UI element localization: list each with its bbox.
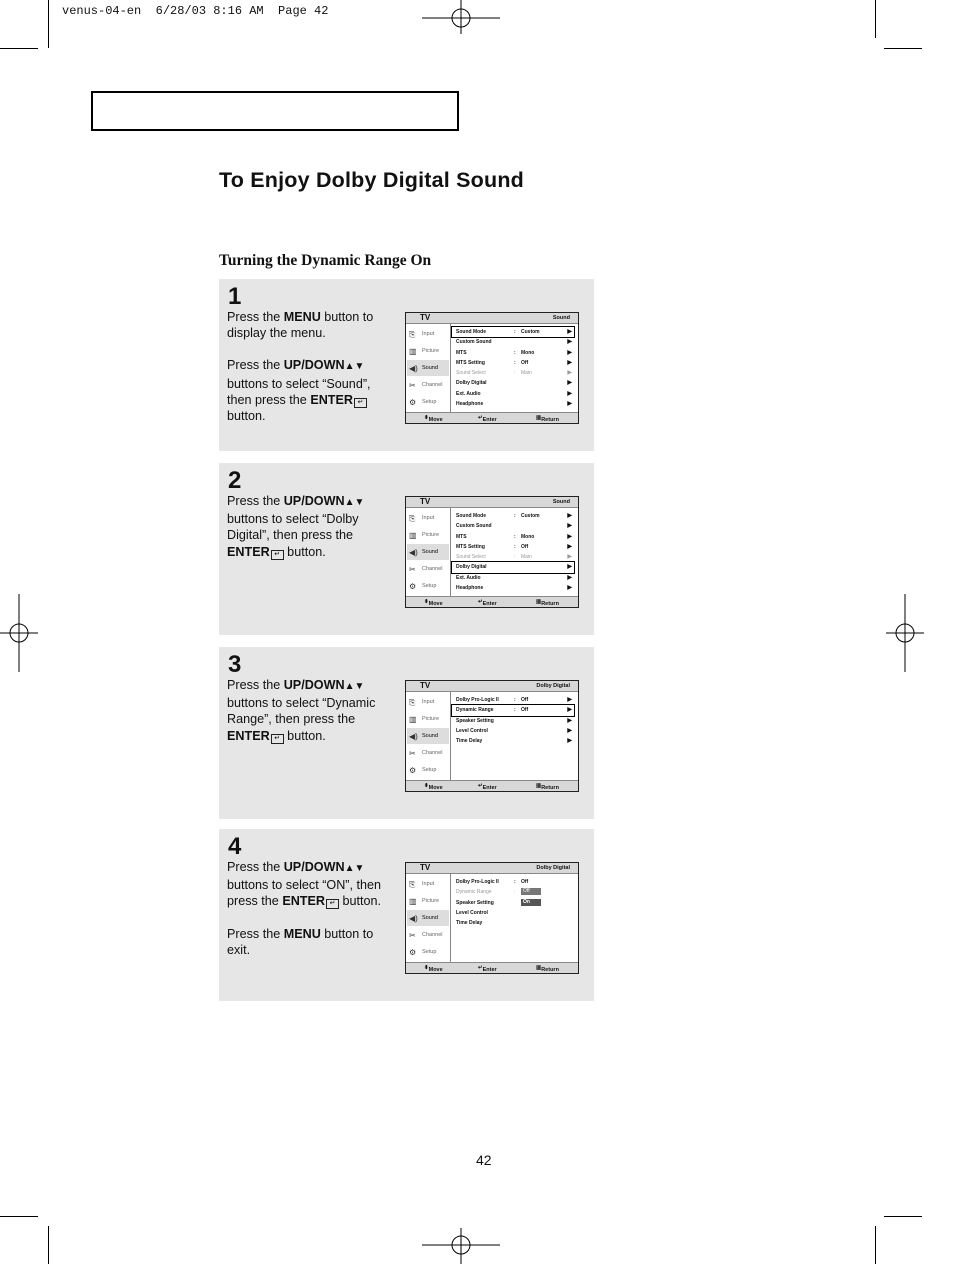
crop-mark [48,1226,49,1264]
setup-icon: ⚙ [409,766,417,775]
crop-mark [48,0,49,48]
menu-category: Dolby Digital [536,865,570,871]
menu-row: Dolby Digital ▶ [452,562,574,572]
menu-row: Level Control [456,909,488,916]
tv-menu-screen: TV Dolby Digital ⎘ Input ▥ Picture ◀) Sound ✂ Channel ⚙ Setup Dolby Pro-Logic II : Off ▶ Dynamic Range : Off ▶ Speaker Setting ▶ Level Control ▶ Time Delay ▶ ⬍ Move ↵ Enter ▥ Return [405,680,579,792]
menu-sidebar: ⎘ Input ▥ Picture ◀) Sound ✂ Channel ⚙ Setup [406,874,451,962]
input-icon: ⎘ [409,330,416,339]
option-on: On [521,899,541,906]
menu-row: Time Delay [456,920,483,927]
crop-mark [875,1226,876,1264]
up-down-arrows-icon: ▲▼ [344,361,365,373]
enter-icon: ↵ [271,734,284,744]
menu-row: Level Control ▶ [456,727,572,734]
tv-menu-screen: TV Sound ⎘ Input ▥ Picture ◀) Sound ✂ Channel ⚙ Setup Sound Mode : Custom ▶ Custom Sound ▶ MTS : Mono ▶ MTS Setting : Off ▶ Sound Select : Main ▶ Dolby Digital ▶ Ext. Audio ▶ Headphone ▶ ⬍ Move ↵ Enter ▥ Return [405,496,579,608]
registration-mark-icon [422,0,500,40]
picture-icon: ▥ [409,897,417,906]
up-down-arrows-icon: ▲▼ [344,681,365,692]
menu-row: Dolby Digital ▶ [456,380,572,387]
up-down-arrows-icon: ▲▼ [344,863,365,874]
step-number: 4 [228,833,242,860]
menu-list [452,327,574,409]
tv-menu-screen: TV Dolby Digital ⎘ Input ▥ Picture ◀) Sound ✂ Channel ⚙ Setup Dolby Pro-Logic II : Off Dynamic Range : Off Speaker Setting On Level Control Time Delay ⬍ Move ↵ Enter ▥ Return [405,862,579,974]
menu-footer: ⬍ Move ↵ Enter ▥ Return [406,962,578,973]
setup-icon: ⚙ [409,582,417,591]
menu-row: Dolby Pro-Logic II : Off ▶ [456,697,572,703]
menu-row: MTS : Mono ▶ [456,349,572,356]
menu-row: Sound Mode : Custom ▶ [456,513,572,519]
registration-mark-icon [884,594,924,672]
menu-row: Sound Select : Main ▶ [456,370,572,377]
crop-mark [884,48,922,49]
print-slug: venus-04-en 6/28/03 8:16 AM Page 42 [62,4,329,18]
registration-mark-icon [422,1226,500,1264]
step-panel-2 [219,463,594,635]
menu-category: Sound [552,315,570,321]
step-instructions: Press the UP/DOWN▲▼ buttons to select “Dynamic Range”, then press the ENTER ↵ button. [227,678,376,743]
setup-icon: ⚙ [409,948,417,957]
step-number: 2 [228,467,242,494]
menu-list [452,695,574,746]
menu-row: Custom Sound ▶ [456,339,572,346]
menu-row: MTS Setting : Off ▶ [456,543,572,550]
menu-list [452,877,574,928]
step-panel-3 [219,647,594,819]
menu-row: Speaker Setting ▶ [456,717,572,724]
menu-sidebar: ⎘ Input ▥ Picture ◀) Sound ✂ Channel ⚙ Setup [406,508,451,596]
page-number: 42 [476,1152,492,1168]
step-instructions: Press the MENU button to display the menu. Press the UP/DOWN▲▼ buttons to select “Sound”, then press the ENTER ↵ button. [227,310,374,424]
menu-row: Dynamic Range : Off [452,887,574,897]
menu-row: Headphone ▶ [456,401,572,408]
menu-footer: ⬍ Move ↵ Enter ▥ Return [406,780,578,791]
sound-icon: ◀) [409,732,418,741]
menu-row: Time Delay ▶ [456,738,572,745]
picture-icon: ▥ [409,347,417,356]
picture-icon: ▥ [409,715,417,724]
step-panel-1 [219,279,594,451]
menu-row: Ext. Audio ▶ [456,574,572,581]
channel-icon: ✂ [409,931,416,940]
channel-icon: ✂ [409,749,416,758]
menu-category: Dolby Digital [536,683,570,689]
sound-icon: ◀) [409,364,418,373]
crop-mark [0,1216,38,1217]
menu-sidebar: ⎘ Input ▥ Picture ◀) Sound ✂ Channel ⚙ Setup [406,692,451,780]
enter-icon: ↵ [354,398,367,408]
channel-icon: ✂ [409,381,416,390]
channel-icon: ✂ [409,565,416,574]
sound-icon: ◀) [409,548,418,557]
menu-row: Sound Mode : Custom ▶ [452,327,574,337]
crop-mark [875,0,876,38]
menu-footer: ⬍ Move ↵ Enter ▥ Return [406,596,578,607]
menu-list [452,511,574,593]
tv-menu-screen: TV Sound ⎘ Input ▥ Picture ◀) Sound ✂ Channel ⚙ Setup Sound Mode : Custom ▶ Custom Sound ▶ MTS : Mono ▶ MTS Setting : Off ▶ Sound Select : Main ▶ Dolby Digital ▶ Ext. Audio ▶ Headphone ▶ ⬍ Move ↵ Enter ▥ Return [405,312,579,424]
input-icon: ⎘ [409,514,416,523]
menu-sidebar: ⎘ Input ▥ Picture ◀) Sound ✂ Channel ⚙ Setup [406,324,451,412]
step-instructions: Press the UP/DOWN▲▼ buttons to select “Dolby Digital”, then press the ENTER ↵ button. [227,494,365,559]
step-instructions: Press the UP/DOWN▲▼ buttons to select “ON”, then press the ENTER ↵ button. Press the MENU button to exit. [227,860,382,957]
menu-row: Speaker Setting On [452,898,574,908]
crop-mark [884,1216,922,1217]
enter-icon: ↵ [326,899,339,909]
menu-row: Dynamic Range : Off ▶ [452,705,574,715]
step-number: 3 [228,651,242,678]
menu-row: Sound Select : Main ▶ [456,554,572,561]
section-subtitle: Turning the Dynamic Range On [219,252,432,269]
crop-mark [0,48,38,49]
page-title: To Enjoy Dolby Digital Sound [219,168,524,192]
step-panel-4 [219,829,594,1001]
setup-icon: ⚙ [409,398,417,407]
step-number: 1 [228,283,242,310]
menu-row: Dolby Pro-Logic II : Off [456,879,529,885]
menu-row: MTS Setting : Off ▶ [456,359,572,366]
menu-row: Ext. Audio ▶ [456,390,572,397]
option-off: Off [521,888,541,895]
registration-mark-icon [0,594,40,672]
picture-icon: ▥ [409,531,417,540]
enter-icon: ↵ [271,550,284,560]
sound-icon: ◀) [409,914,418,923]
input-icon: ⎘ [409,880,416,889]
menu-footer: ⬍ Move ↵ Enter ▥ Return [406,412,578,423]
input-icon: ⎘ [409,698,416,707]
chapter-header-box [91,91,459,131]
menu-row: MTS : Mono ▶ [456,533,572,540]
menu-category: Sound [552,499,570,505]
up-down-arrows-icon: ▲▼ [344,497,365,508]
menu-row: Headphone ▶ [456,585,572,592]
menu-row: Custom Sound ▶ [456,523,572,530]
